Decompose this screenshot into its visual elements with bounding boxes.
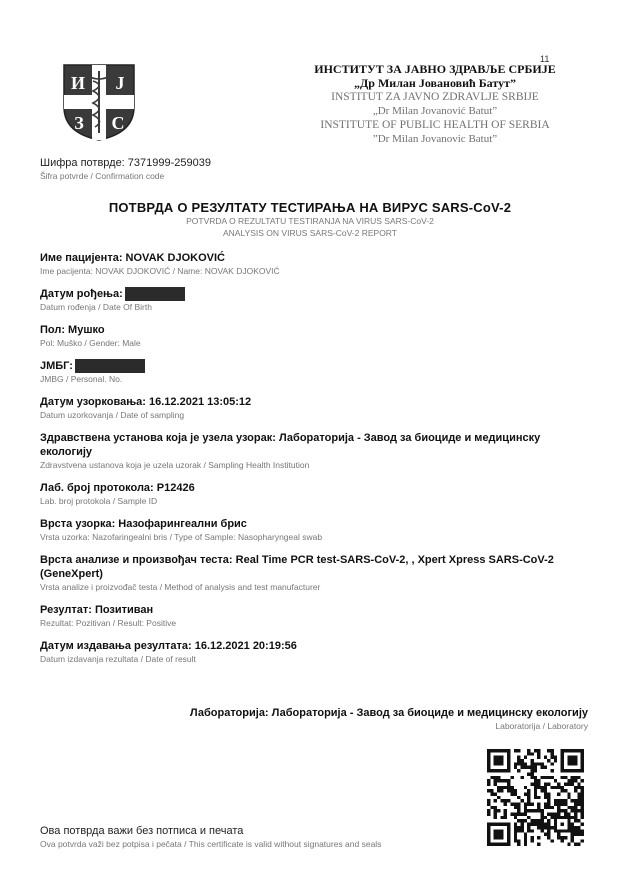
field-patient-name (40, 251, 590, 276)
field-main: Име пацијента: NOVAK DJOKOVIĆ (40, 252, 225, 264)
field-main: Пол: Мушко (40, 324, 105, 337)
page-number: 11 (540, 54, 550, 64)
field-main: Здравствена установа која је узела узорак: Лабораторија - Завод за биоциде и медицинску екологију (40, 432, 541, 459)
report-title-cyrillic: ПОТВРДА О РЕЗУЛТАТУ ТЕСТИРАЊА НА ВИРУС SARS-CoV-2 (108, 200, 512, 215)
field-caption: JMBG / Personal. No. (40, 374, 123, 385)
redaction-bar (75, 359, 145, 373)
institute-name-cyrillic: ИНСТИТУТ ЗА ЈАВНО ЗДРАВЉЕ СРБИЈЕ (314, 62, 556, 76)
laboratory-caption: Laboratorija / Laboratory (495, 721, 588, 731)
report-title-english: ANALYSIS ON VIRUS SARS-CoV-2 REPORT (223, 228, 397, 238)
report-title (0, 200, 620, 239)
logo-letter-2: Ј (115, 73, 125, 93)
validity-note (40, 825, 381, 849)
field-caption: Rezultat: Pozitivan / Result: Positive (40, 618, 177, 629)
field-result (40, 603, 590, 628)
field-caption: Ime pacijenta: NOVAK DJOKOVIĆ / Name: NOVAK DJOKOVIĆ (40, 266, 280, 276)
report-title-latin: POTVRDA O REZULTATU TESTIRANJA NA VIRUS SARS-CoV-2 (186, 216, 434, 226)
confirmation-code-value: Шифра потврде: 7371999-259039 (40, 157, 211, 169)
field-main: Датум рођења: (40, 288, 123, 300)
field-caption: Vrsta uzorka: Nazofaringealni bris / Type of Sample: Nasopharyngeal swab (40, 532, 323, 543)
field-main: Врста анализе и произвођач теста: Real Time PCR test-SARS-CoV-2, , Xpert Xpress SARS-CoV-2 (GeneXpert) (40, 554, 554, 581)
institute-subtitle-english: ”Dr Milan Jovanovic Batut” (372, 133, 498, 145)
laboratory-value: Лабораторија: Лабораторија - Завод за биоциде и медицинску екологију (189, 707, 588, 719)
field-caption: Datum rođenja / Date Of Birth (40, 302, 152, 313)
institute-subtitle-cyrillic: „Др Милан Јовановић Батут” (354, 76, 516, 90)
institute-name-english: INSTITUTE OF PUBLIC HEALTH OF SERBIA (320, 119, 550, 131)
laboratory-block (190, 707, 588, 731)
field-main: Датум издавања резултата: 16.12.2021 20:19:56 (40, 640, 297, 653)
field-sampling-date (40, 395, 590, 420)
field-sample-type (40, 517, 590, 542)
field-main: Лаб. број протокола: P12426 (40, 482, 195, 495)
confirmation-code-caption: Šifra potvrde / Confirmation code (40, 171, 165, 181)
field-main: Врста узорка: Назофарингеални брис (40, 518, 247, 531)
field-personal-number (40, 359, 590, 384)
logo-letter-3: З (74, 113, 84, 133)
institute-header (290, 62, 580, 146)
report-fields (40, 251, 590, 675)
field-main: Датум узорковања: 16.12.2021 13:05:12 (40, 396, 252, 409)
validity-note-caption: Ova potvrda važi bez potpisa i pečata / This certificate is valid without signatures and seals (40, 839, 382, 849)
qr-code (487, 749, 584, 846)
institute-subtitle-latin: „Dr Milan Jovanović Batut” (372, 105, 498, 117)
field-date-of-birth (40, 287, 590, 312)
field-main: Резултат: Позитиван (40, 604, 154, 617)
field-analysis-method (40, 553, 590, 592)
redaction-bar (125, 287, 185, 301)
field-caption: Lab. broj protokola / Sample ID (40, 496, 158, 507)
field-caption: Vrsta analize i proizvođač testa / Method of analysis and test manufacturer (40, 582, 321, 593)
logo-letter-4: С (111, 113, 125, 133)
field-gender (40, 323, 590, 348)
field-sample-id (40, 481, 590, 506)
field-caption: Datum izdavanja rezultata / Date of result (40, 654, 196, 665)
field-caption: Pol: Muško / Gender: Male (40, 338, 141, 349)
field-main: ЈМБГ: (40, 360, 73, 373)
confirmation-code (40, 157, 211, 181)
field-caption: Zdravstvena ustanova koja je uzela uzorak / Sampling Health Institution (40, 460, 310, 471)
validity-note-cyrillic: Ова потврда важи без потписа и печата (40, 825, 244, 837)
logo-letter-1: И (70, 73, 86, 93)
field-result-date (40, 639, 590, 664)
field-caption: Datum uzorkovanja / Date of sampling (40, 410, 185, 421)
field-sampling-institution (40, 431, 590, 470)
institute-logo (62, 63, 136, 142)
institute-name-latin: INSTITUT ZA JAVNO ZDRAVLJE SRBIJE (331, 91, 539, 103)
